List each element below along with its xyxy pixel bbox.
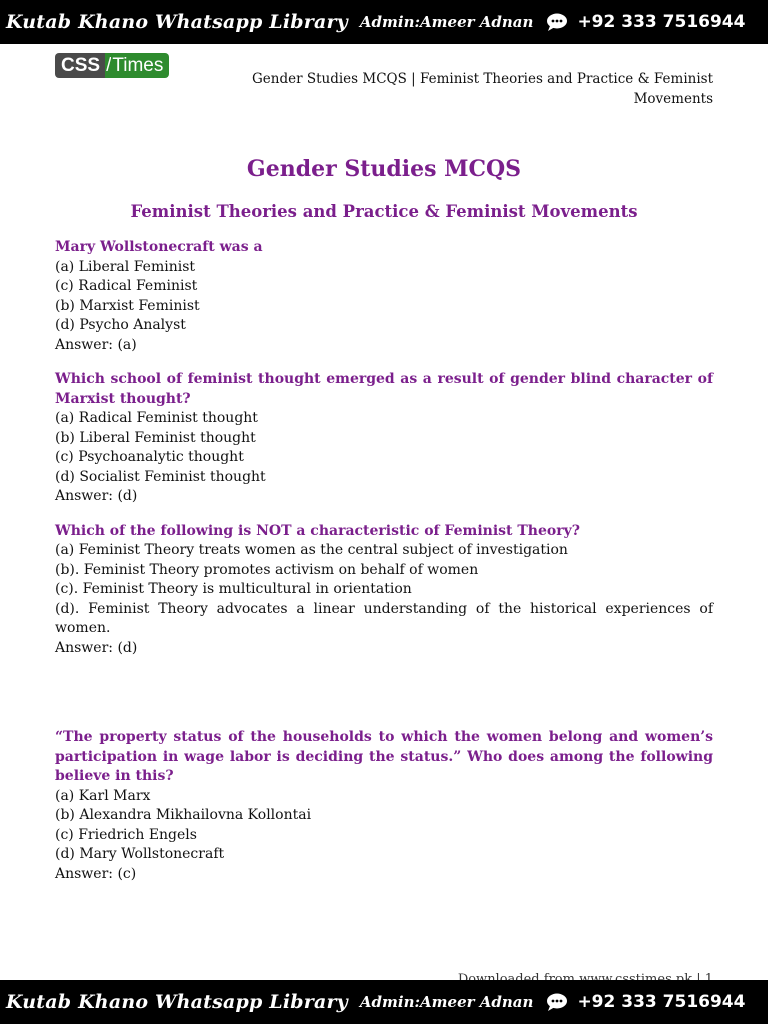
css-times-logo	[55, 53, 169, 78]
option: (d) Mary Wollstonecraft	[55, 846, 225, 862]
option: (d). Feminist Theory advocates a linear understanding of the historical experiences of women.	[55, 600, 713, 636]
question-text: Which of the following is NOT a characteristic of Feminist Theory?	[55, 522, 580, 539]
question-text: Which school of feminist thought emerged as a result of gender blind character of Marxist thought?	[55, 371, 713, 407]
admin-name: Admin:Ameer Adnan	[359, 993, 534, 1011]
answer: Answer: (c)	[55, 865, 137, 882]
option: (d) Psycho Analyst	[55, 317, 186, 333]
logo-part-css: CSS	[55, 53, 105, 78]
library-name: Kutab Khano Whatsapp Library	[6, 11, 348, 33]
document-header: Gender Studies MCQS | Feminist Theories and Practice & Feminist Movements	[252, 71, 713, 107]
question-block	[55, 238, 713, 355]
bottom-banner	[0, 980, 768, 1024]
question-text: Mary Wollstonecraft was a	[55, 239, 263, 255]
option: (b) Alexandra Mikhailovna Kollontai	[55, 807, 312, 823]
answer: Answer: (a)	[55, 336, 137, 353]
option: (b). Feminist Theory promotes activism on behalf of women	[55, 561, 479, 578]
option: (b) Marxist Feminist	[55, 297, 200, 314]
page-subtitle: Feminist Theories and Practice & Feminist Movements	[130, 202, 638, 221]
main-content	[55, 152, 713, 884]
option: (a) Liberal Feminist	[55, 258, 195, 275]
option: (a) Karl Marx	[55, 787, 151, 804]
top-banner	[0, 0, 768, 44]
option: (c) Friedrich Engels	[55, 826, 197, 843]
admin-name: Admin:Ameer Adnan	[359, 13, 534, 31]
option: (a) Radical Feminist thought	[55, 410, 258, 426]
answer: Answer: (d)	[55, 488, 138, 504]
phone-number: +92 333 7516944	[577, 12, 746, 32]
option: (c) Radical Feminist	[55, 278, 198, 294]
library-name: Kutab Khano Whatsapp Library	[6, 991, 348, 1013]
logo-separator: /	[106, 55, 112, 76]
question-block	[55, 522, 713, 659]
page-title: Gender Studies MCQS	[246, 156, 522, 182]
whatsapp-icon	[545, 992, 569, 1012]
question-text: “The property status of the households to which the women belong and women’s participation in wage labor is deciding the status.” Who does among the following believe in this?	[55, 729, 713, 784]
answer: Answer: (d)	[55, 639, 138, 656]
option: (d) Socialist Feminist thought	[55, 468, 266, 485]
question-block	[55, 728, 713, 884]
whatsapp-icon	[545, 12, 569, 32]
phone-number: +92 333 7516944	[577, 992, 746, 1012]
logo-part-times: Times	[111, 53, 169, 78]
option: (a) Feminist Theory treats women as the central subject of investigation	[55, 542, 568, 558]
option: (c). Feminist Theory is multicultural in orientation	[55, 581, 412, 597]
question-block	[55, 370, 713, 507]
option: (c) Psychoanalytic thought	[55, 449, 244, 465]
option: (b) Liberal Feminist thought	[55, 429, 256, 446]
